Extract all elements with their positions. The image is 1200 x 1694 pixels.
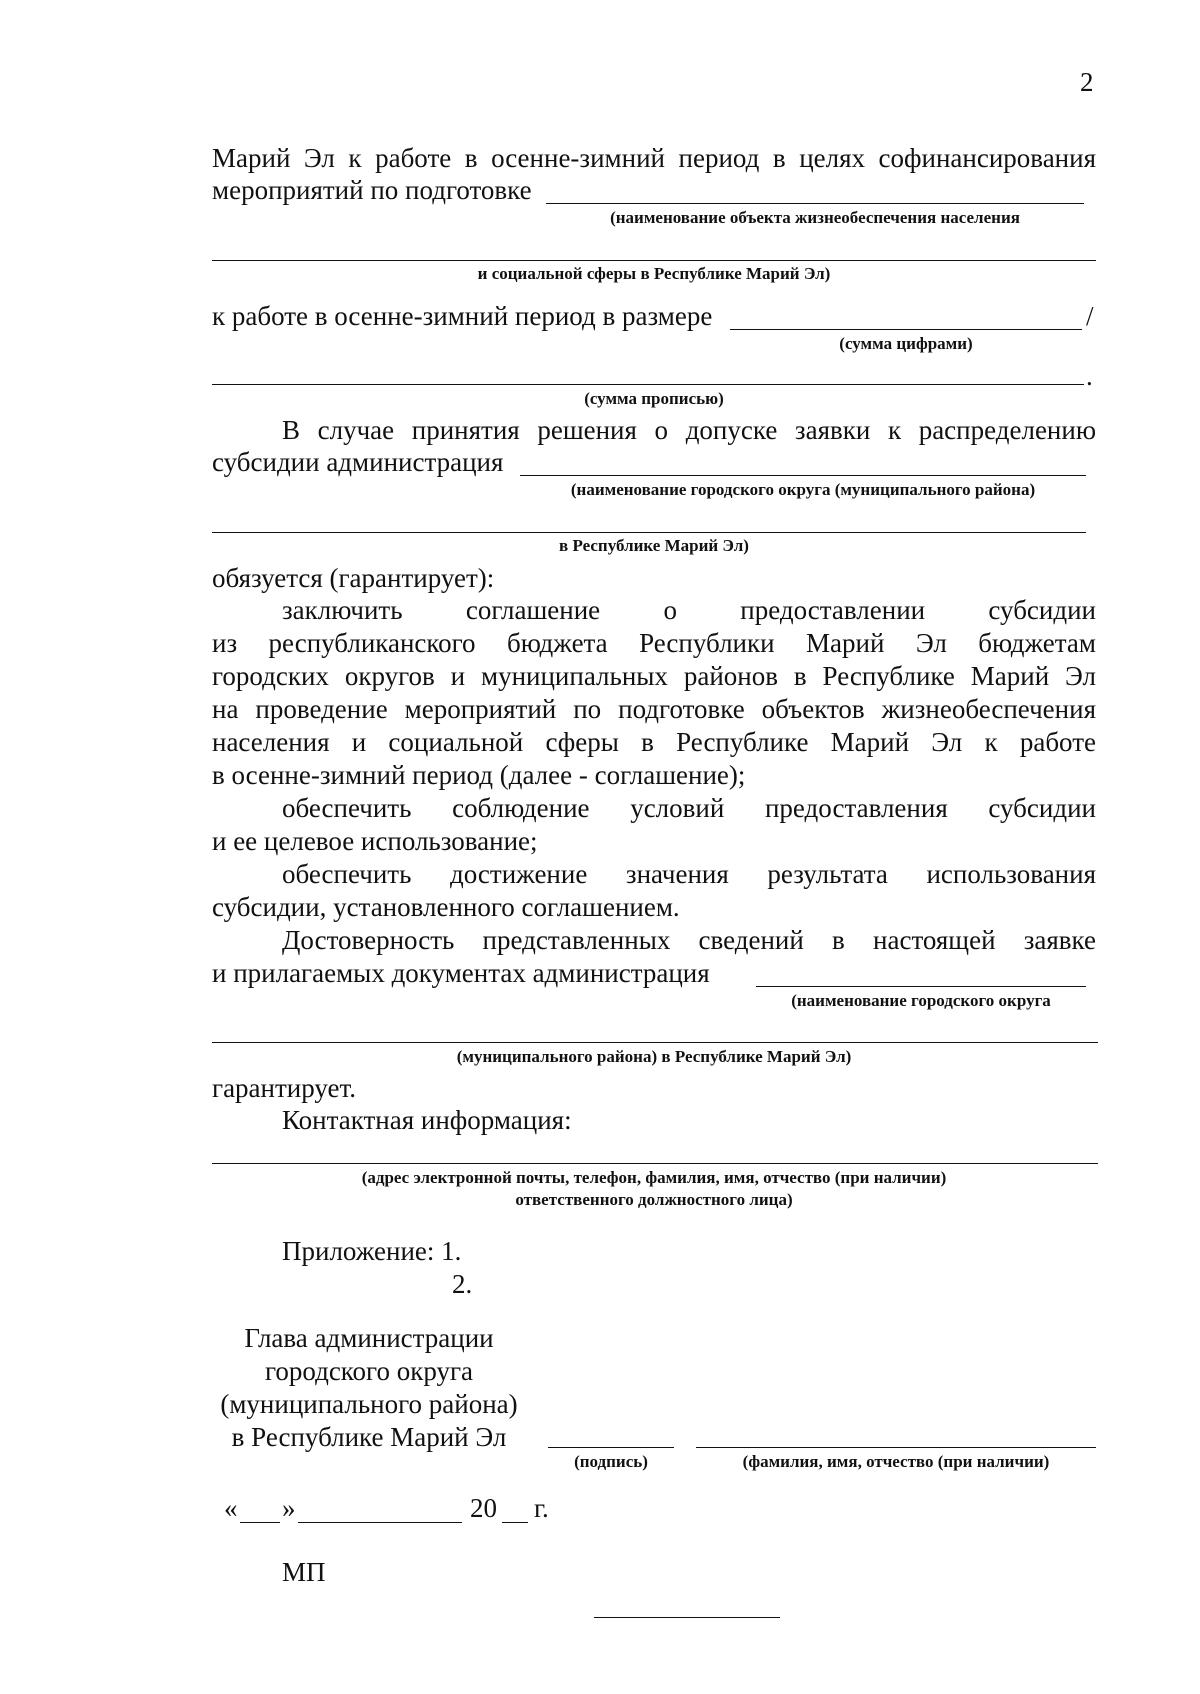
text-line: субсидии, установленного соглашением. xyxy=(212,892,680,922)
text-line: в осенне-зимний период (далее - соглашение); xyxy=(212,760,746,790)
text-line: на проведение мероприятий по подготовке объектов жизнеобеспечения xyxy=(212,694,1096,724)
blank-line xyxy=(212,260,1096,261)
field-hint: (наименование городского округа (муниципального района) xyxy=(570,480,1036,499)
text-line: городских округов и муниципальных районов в Республике Марий Эл xyxy=(212,661,1096,691)
day-line xyxy=(240,1522,280,1523)
text-line: обязуется (гарантирует): xyxy=(212,563,495,593)
text-line: субсидии администрация xyxy=(212,447,504,477)
year-line xyxy=(502,1522,528,1523)
blank-line xyxy=(520,475,1086,476)
date-quote-close: » xyxy=(282,1493,296,1523)
text-line: заключить соглашение о предоставлении субсидии xyxy=(282,595,1096,625)
year-prefix: 20 xyxy=(470,1493,497,1523)
text-line: населения и социальной сферы в Республике Марий Эл к работе xyxy=(212,727,1096,757)
text-line: Достоверность представленных сведений в настоящей заявке xyxy=(282,925,1096,955)
field-hint: (сумма прописью) xyxy=(584,389,724,408)
signer-title: городского округа xyxy=(264,1356,474,1386)
date-quote-open: « xyxy=(224,1493,238,1523)
year-suffix: г. xyxy=(534,1493,549,1523)
name-line xyxy=(696,1447,1096,1448)
field-hint: ответственного должностного лица) xyxy=(515,1190,793,1209)
slash: / xyxy=(1086,301,1094,331)
field-hint: в Республике Марий Эл) xyxy=(559,536,749,555)
blank-line xyxy=(730,329,1082,330)
field-hint: (наименование городского округа xyxy=(791,991,1051,1010)
blank-line xyxy=(212,1163,1098,1164)
signature-line xyxy=(548,1447,674,1448)
text-line: гарантирует. xyxy=(212,1073,357,1103)
period: . xyxy=(1086,361,1093,391)
text-line: обеспечить соблюдение условий предоставления субсидии xyxy=(282,793,1096,823)
field-hint: (наименование объекта жизнеобеспечения населения xyxy=(610,208,1020,227)
text-line: к работе в осенне-зимний период в размере xyxy=(212,301,713,331)
text-line: обеспечить достижение значения результата использования xyxy=(282,859,1096,889)
attachment-item: 2. xyxy=(452,1269,473,1299)
text-line: В случае принятия решения о допуске заявки к распределению xyxy=(282,415,1096,445)
blank-line xyxy=(212,532,1086,533)
month-line xyxy=(298,1522,462,1523)
field-hint: (сумма цифрами) xyxy=(839,334,973,353)
field-hint: (муниципального района) в Республике Марий Эл) xyxy=(456,1047,852,1066)
text-line: и прилагаемых документах администрация xyxy=(212,958,710,988)
blank-line xyxy=(546,203,1084,204)
page-number: 2 xyxy=(1080,67,1094,97)
contact-label: Контактная информация: xyxy=(282,1105,572,1135)
blank-line xyxy=(756,986,1086,987)
text-line: и ее целевое использование; xyxy=(212,826,538,856)
field-hint: и социальной сферы в Республике Марий Эл) xyxy=(477,264,831,283)
text-line: мероприятий по подготовке xyxy=(212,175,532,205)
blank-line xyxy=(212,1042,1098,1043)
field-hint: (адрес электронной почты, телефон, фамилия, имя, отчество (при наличии) xyxy=(361,1168,947,1187)
signer-title: (муниципального района) xyxy=(220,1389,518,1419)
stamp-label: МП xyxy=(282,1557,326,1587)
text-line: Марий Эл к работе в осенне-зимний период в целях софинансирования xyxy=(212,143,1096,173)
text-line: из республиканского бюджета Республики Марий Эл бюджетам xyxy=(212,628,1096,658)
blank-line xyxy=(212,384,1084,385)
attachment-label: Приложение: 1. xyxy=(282,1236,462,1266)
field-hint: (подпись) xyxy=(574,1452,648,1471)
signer-title: в Республике Марий Эл xyxy=(231,1422,507,1452)
signer-title: Глава администрации xyxy=(244,1323,494,1353)
end-divider xyxy=(594,1617,780,1618)
field-hint: (фамилия, имя, отчество (при наличии) xyxy=(742,1452,1050,1471)
